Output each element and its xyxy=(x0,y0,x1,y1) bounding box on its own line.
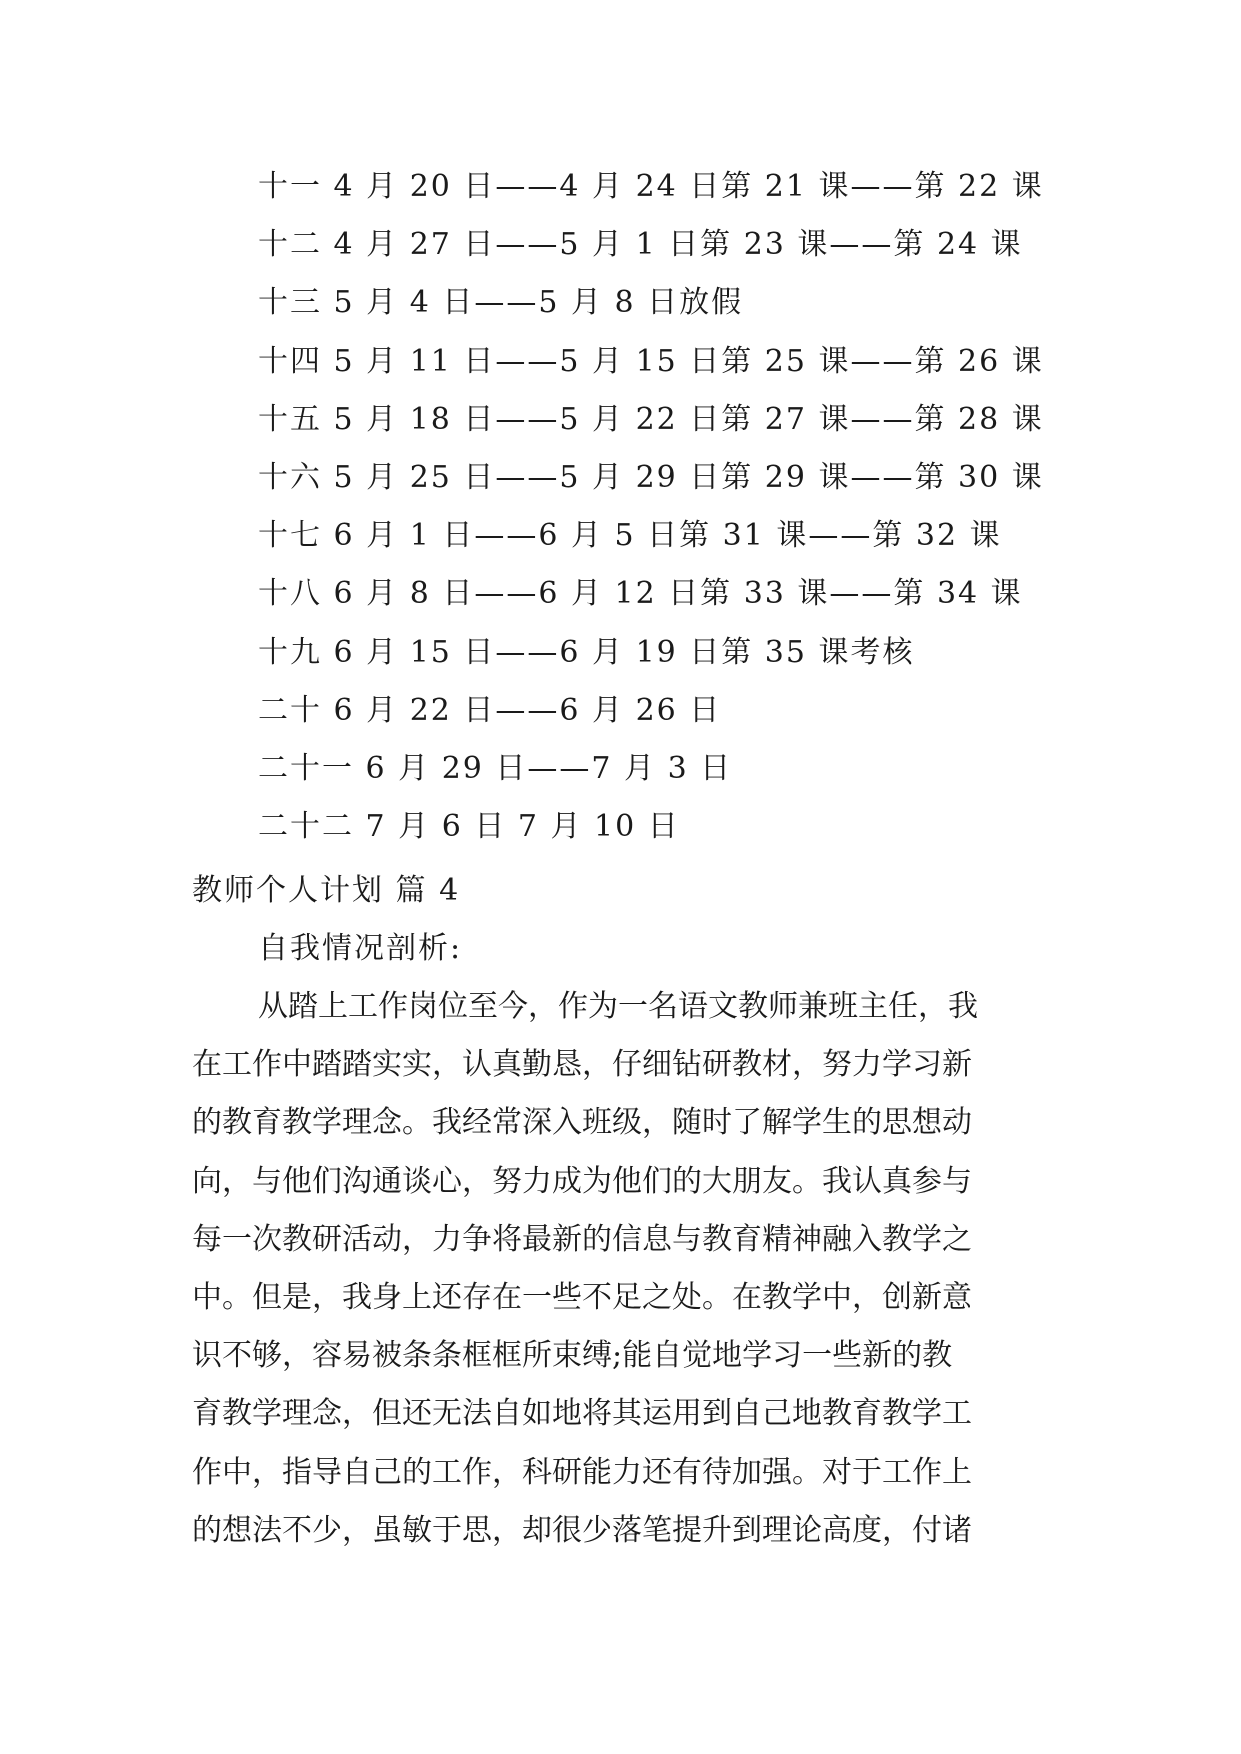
schedule-row: 二十一 6 月 29 日——7 月 3 日 xyxy=(258,750,733,786)
paragraph-line: 从踏上工作岗位至今，作为一名语文教师兼班主任，我 xyxy=(258,989,978,1024)
body-paragraph xyxy=(192,978,978,1560)
paragraph-line: 的教育教学理念。我经常深入班级，随时了解学生的思想动 xyxy=(192,1105,972,1141)
paragraph-line: 向，与他们沟通谈心，努力成为他们的大朋友。我认真参与 xyxy=(192,1163,972,1199)
schedule-row: 十二 4 月 27 日——5 月 1 日第 23 课——第 24 课 xyxy=(258,227,1023,263)
paragraph-line: 育教学理念，但还无法自如地将其运用到自己地教育教学工 xyxy=(192,1396,972,1432)
schedule-row: 十八 6 月 8 日——6 月 12 日第 33 课——第 34 课 xyxy=(258,576,1023,612)
paragraph-line: 识不够，容易被条条框框所束缚;能自觉地学习一些新的教 xyxy=(192,1338,953,1374)
paragraph-line: 每一次教研活动，力争将最新的信息与教育精神融入教学之 xyxy=(192,1221,972,1257)
section-title: 教师个人计划 篇 4 xyxy=(192,873,461,908)
schedule-row: 二十二 7 月 6 日 7 月 10 日 xyxy=(258,809,680,845)
schedule-row: 十九 6 月 15 日——6 月 19 日第 35 课考核 xyxy=(258,634,915,670)
schedule-row: 十三 5 月 4 日——5 月 8 日放假 xyxy=(258,285,744,321)
paragraph-line: 作中，指导自己的工作，科研能力还有待加强。对于工作上 xyxy=(192,1454,972,1490)
schedule-row: 十六 5 月 25 日——5 月 29 日第 29 课——第 30 课 xyxy=(258,459,1044,495)
schedule-row: 十四 5 月 11 日——5 月 15 日第 25 课——第 26 课 xyxy=(258,343,1044,379)
paragraph-line: 在工作中踏踏实实，认真勤恳，仔细钻研教材，努力学习新 xyxy=(192,1047,972,1083)
paragraph-line: 的想法不少，虽敏于思，却很少落笔提升到理论高度，付诸 xyxy=(192,1512,972,1548)
schedule-list xyxy=(258,158,1044,856)
schedule-row: 十七 6 月 1 日——6 月 5 日第 31 课——第 32 课 xyxy=(258,518,1002,554)
schedule-row: 十一 4 月 20 日——4 月 24 日第 21 课——第 22 课 xyxy=(258,169,1044,204)
section-subtitle: 自我情况剖析: xyxy=(258,931,463,966)
paragraph-line: 中。但是，我身上还存在一些不足之处。在教学中，创新意 xyxy=(192,1279,972,1315)
schedule-row: 十五 5 月 18 日——5 月 22 日第 27 课——第 28 课 xyxy=(258,401,1044,437)
schedule-row: 二十 6 月 22 日——6 月 26 日 xyxy=(258,692,722,728)
